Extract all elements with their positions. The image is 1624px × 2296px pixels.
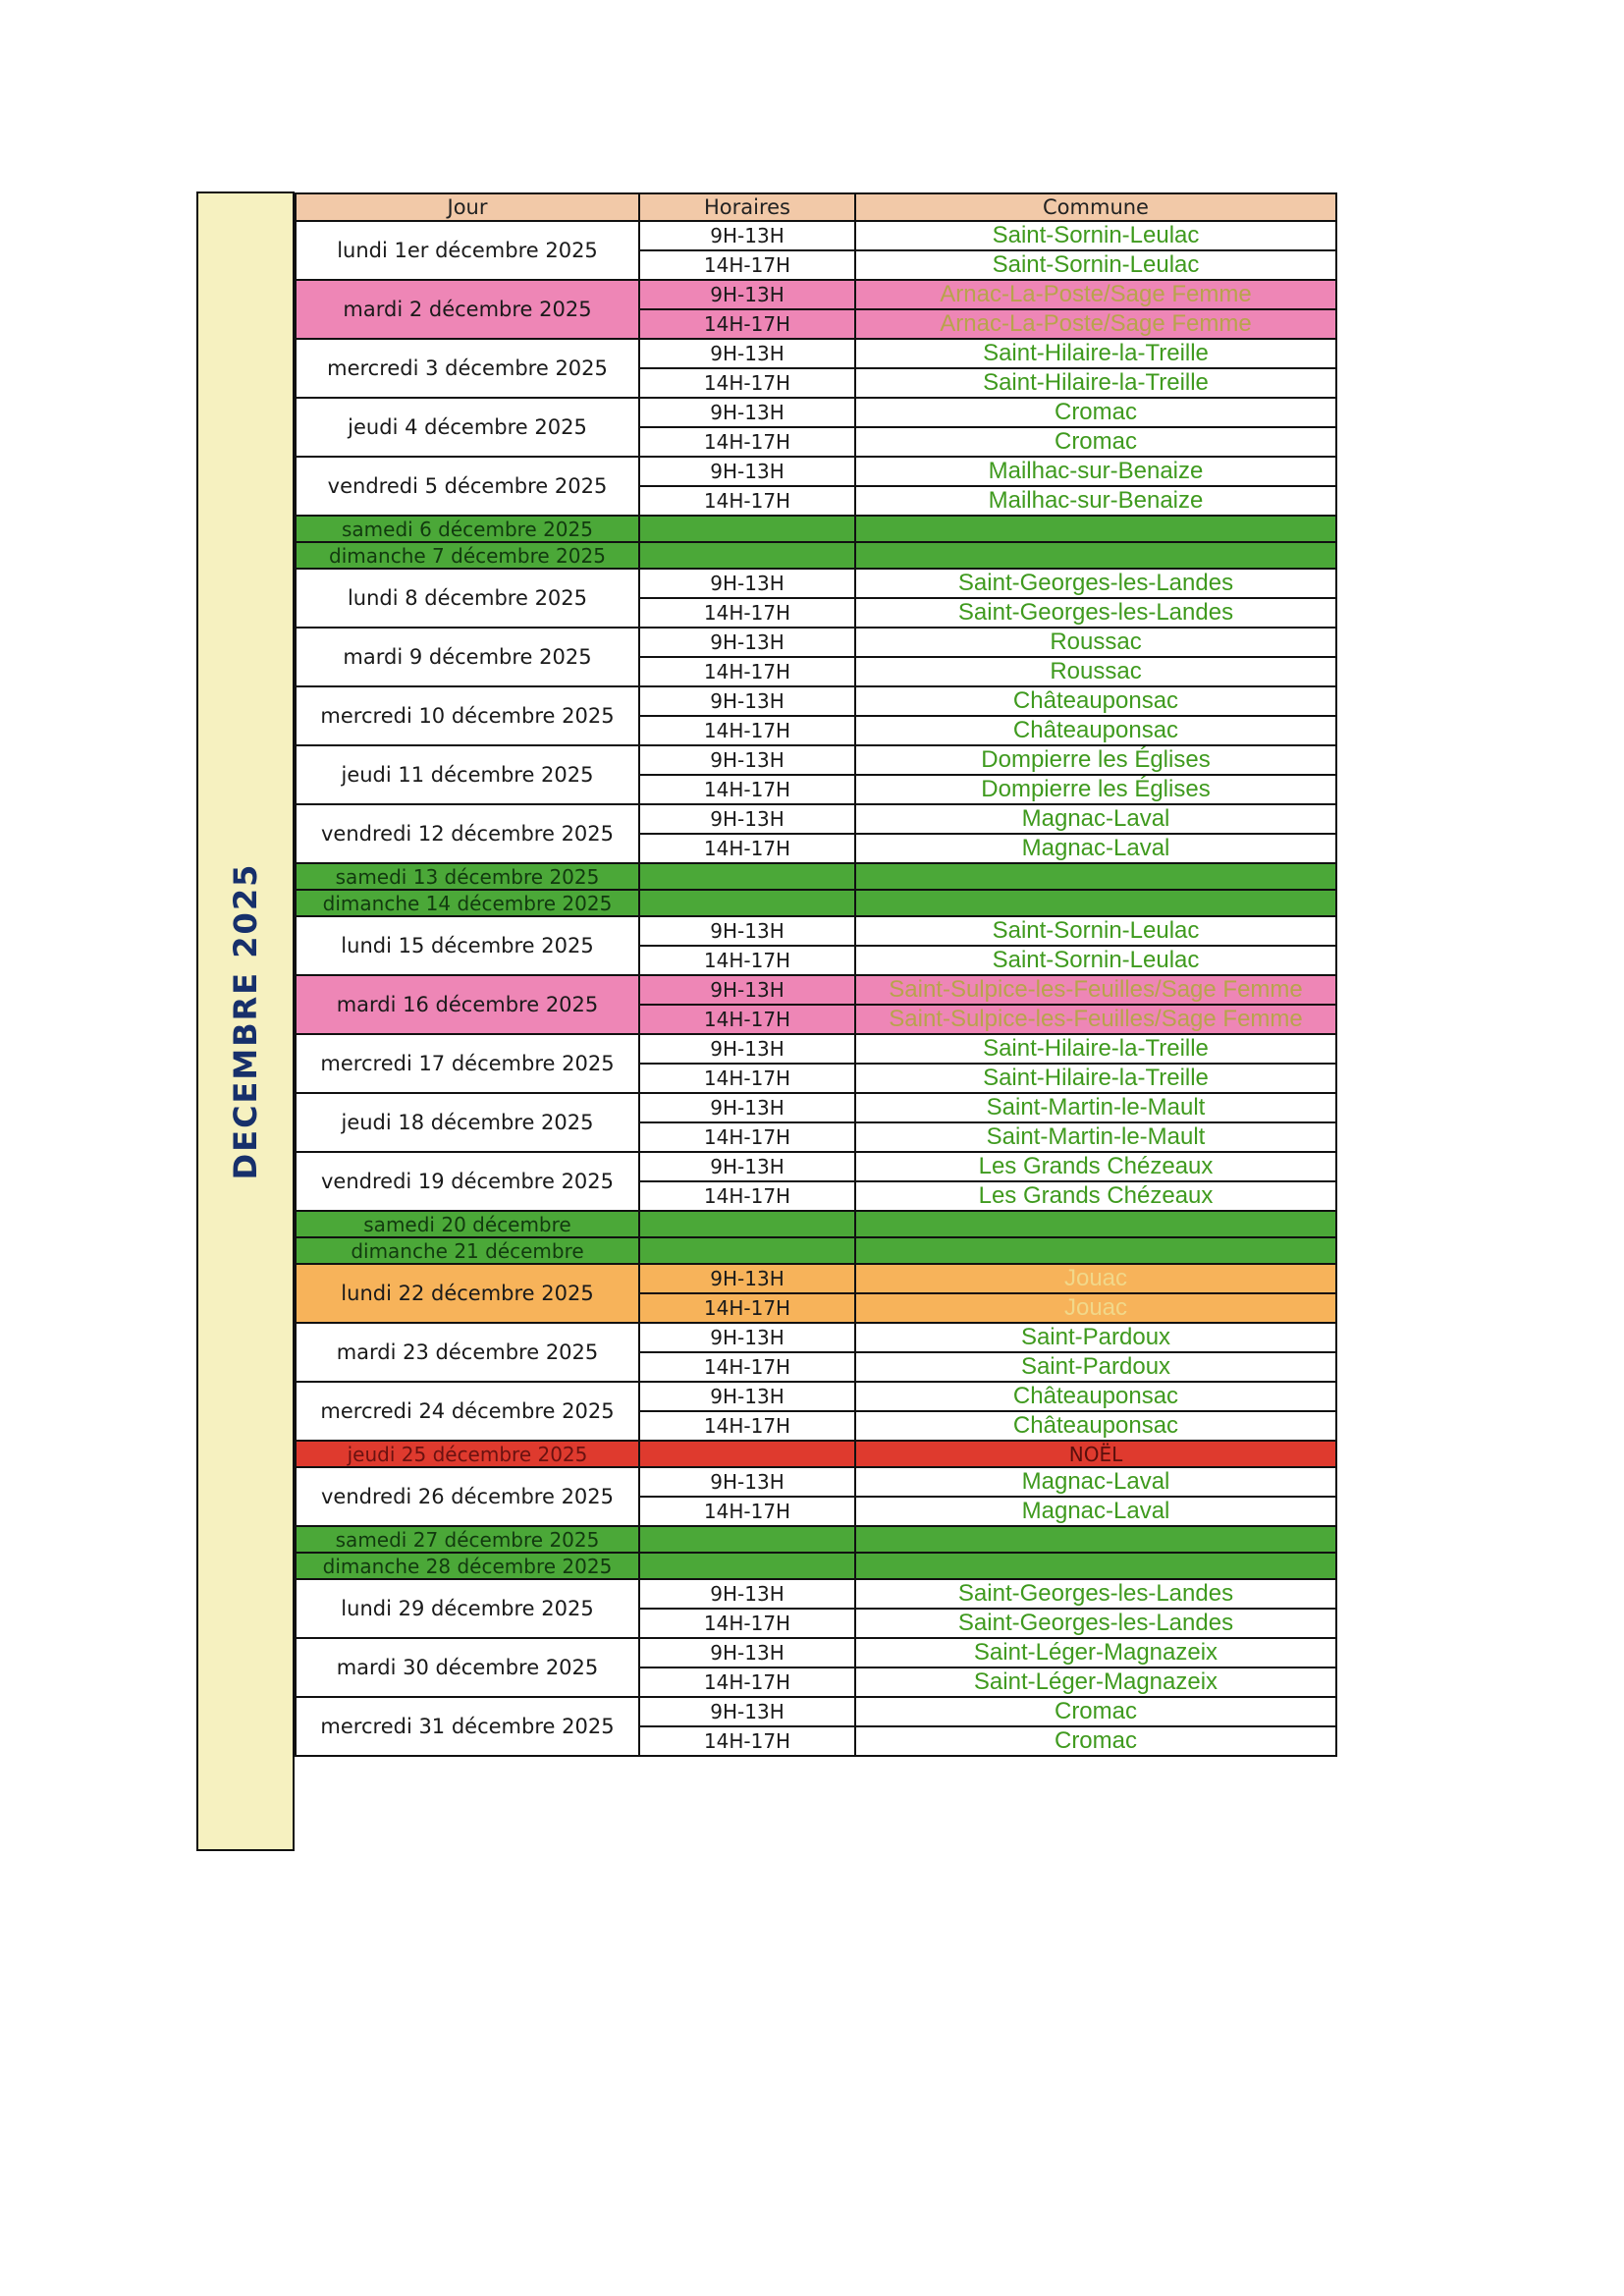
commune-cell: Châteauponsac [855,1411,1336,1441]
commune-cell: Saint-Sornin-Leulac [855,250,1336,280]
schedule-row [296,1093,1336,1122]
time-slot-cell: 9H-13H [639,628,855,657]
day-cell: jeudi 4 décembre 2025 [296,398,639,457]
day-cell: dimanche 7 décembre 2025 [296,542,639,569]
time-slot-cell: 9H-13H [639,1093,855,1122]
schedule-row [296,975,1336,1005]
commune-cell: Châteauponsac [855,716,1336,745]
time-slot-cell: 9H-13H [639,745,855,775]
day-cell: mardi 2 décembre 2025 [296,280,639,339]
time-slot-cell: 9H-13H [639,975,855,1005]
weekend-row [296,863,1336,890]
time-slot-cell: 14H-17H [639,1005,855,1034]
time-slot-cell [639,1553,855,1579]
schedule-row [296,280,1336,309]
commune-cell: Roussac [855,657,1336,686]
time-slot-cell: 14H-17H [639,598,855,628]
time-slot-cell: 9H-13H [639,1638,855,1667]
weekend-row [296,516,1336,542]
weekend-row [296,1237,1336,1264]
time-slot-cell [639,1526,855,1553]
commune-cell: Roussac [855,628,1336,657]
time-slot-cell: 9H-13H [639,569,855,598]
commune-cell: Cromac [855,1726,1336,1756]
time-slot-cell [639,542,855,569]
schedule-row [296,1034,1336,1064]
day-cell: dimanche 28 décembre 2025 [296,1553,639,1579]
commune-cell [855,863,1336,890]
commune-cell: Saint-Hilaire-la-Treille [855,368,1336,398]
time-slot-cell: 9H-13H [639,916,855,946]
commune-cell: Saint-Martin-le-Mault [855,1093,1336,1122]
time-slot-cell: 14H-17H [639,486,855,516]
col-header-horaires: Horaires [639,193,855,221]
commune-cell [855,542,1336,569]
commune-cell: Saint-Martin-le-Mault [855,1122,1336,1152]
day-cell: mercredi 17 décembre 2025 [296,1034,639,1093]
commune-cell: Mailhac-sur-Benaize [855,457,1336,486]
day-cell: jeudi 25 décembre 2025 [296,1441,639,1467]
month-label: DECEMBRE 2025 [227,862,264,1180]
day-cell: mercredi 10 décembre 2025 [296,686,639,745]
commune-cell: Cromac [855,398,1336,427]
day-cell: jeudi 11 décembre 2025 [296,745,639,804]
time-slot-cell [639,516,855,542]
day-cell: lundi 22 décembre 2025 [296,1264,639,1323]
col-header-commune: Commune [855,193,1336,221]
schedule-row [296,1697,1336,1726]
day-cell: mardi 30 décembre 2025 [296,1638,639,1697]
commune-cell: Châteauponsac [855,686,1336,716]
commune-cell: Cromac [855,427,1336,457]
time-slot-cell: 14H-17H [639,1411,855,1441]
time-slot-cell: 14H-17H [639,657,855,686]
commune-cell [855,1553,1336,1579]
time-slot-cell: 14H-17H [639,1064,855,1093]
weekend-row [296,1553,1336,1579]
schedule-row [296,628,1336,657]
time-slot-cell: 14H-17H [639,946,855,975]
time-slot-cell: 9H-13H [639,280,855,309]
weekend-row [296,890,1336,916]
day-cell: vendredi 19 décembre 2025 [296,1152,639,1211]
day-cell: mercredi 3 décembre 2025 [296,339,639,398]
time-slot-cell: 14H-17H [639,1181,855,1211]
commune-cell [855,516,1336,542]
day-cell: mercredi 31 décembre 2025 [296,1697,639,1756]
commune-cell: Magnac-Laval [855,804,1336,834]
commune-cell: Saint-Léger-Magnazeix [855,1638,1336,1667]
day-cell: mardi 23 décembre 2025 [296,1323,639,1382]
weekend-row [296,1211,1336,1237]
commune-cell: Saint-Hilaire-la-Treille [855,1064,1336,1093]
schedule-row [296,1382,1336,1411]
time-slot-cell [639,1211,855,1237]
time-slot-cell: 9H-13H [639,1034,855,1064]
day-cell: lundi 29 décembre 2025 [296,1579,639,1638]
schedule-row [296,569,1336,598]
time-slot-cell: 14H-17H [639,250,855,280]
weekend-row [296,1526,1336,1553]
time-slot-cell: 14H-17H [639,834,855,863]
header-row [296,193,1336,221]
schedule-row [296,1638,1336,1667]
commune-cell [855,1211,1336,1237]
commune-cell: Saint-Léger-Magnazeix [855,1667,1336,1697]
commune-cell: Saint-Sulpice-les-Feuilles/Sage Femme [855,1005,1336,1034]
commune-cell [855,890,1336,916]
time-slot-cell: 9H-13H [639,804,855,834]
commune-cell: Jouac [855,1264,1336,1293]
holiday-note-cell: NOËL [855,1441,1336,1467]
commune-cell: Dompierre les Églises [855,745,1336,775]
schedule-row [296,1152,1336,1181]
day-cell: vendredi 5 décembre 2025 [296,457,639,516]
schedule-row [296,221,1336,250]
time-slot-cell: 14H-17H [639,775,855,804]
schedule-body [296,221,1336,1756]
commune-cell: Saint-Georges-les-Landes [855,569,1336,598]
commune-cell: Saint-Hilaire-la-Treille [855,339,1336,368]
schedule-row [296,745,1336,775]
schedule-table [295,192,1337,1757]
time-slot-cell: 14H-17H [639,1122,855,1152]
time-slot-cell: 9H-13H [639,1323,855,1352]
time-slot-cell [639,890,855,916]
day-cell: mardi 16 décembre 2025 [296,975,639,1034]
commune-cell: Les Grands Chézeaux [855,1152,1336,1181]
time-slot-cell: 14H-17H [639,1497,855,1526]
time-slot-cell: 9H-13H [639,1382,855,1411]
commune-cell: Saint-Pardoux [855,1352,1336,1382]
commune-cell: Dompierre les Églises [855,775,1336,804]
commune-cell [855,1526,1336,1553]
schedule-row [296,916,1336,946]
time-slot-cell [639,863,855,890]
commune-cell: Saint-Sulpice-les-Feuilles/Sage Femme [855,975,1336,1005]
time-slot-cell: 9H-13H [639,1579,855,1609]
time-slot-cell: 14H-17H [639,309,855,339]
day-cell: samedi 13 décembre 2025 [296,863,639,890]
day-cell: dimanche 14 décembre 2025 [296,890,639,916]
time-slot-cell: 14H-17H [639,716,855,745]
day-cell: dimanche 21 décembre [296,1237,639,1264]
day-cell: vendredi 12 décembre 2025 [296,804,639,863]
day-cell: mardi 9 décembre 2025 [296,628,639,686]
schedule-row [296,686,1336,716]
day-cell: lundi 15 décembre 2025 [296,916,639,975]
day-cell: lundi 1er décembre 2025 [296,221,639,280]
weekend-row [296,542,1336,569]
time-slot-cell: 9H-13H [639,1152,855,1181]
commune-cell: Les Grands Chézeaux [855,1181,1336,1211]
commune-cell: Cromac [855,1697,1336,1726]
commune-cell: Jouac [855,1293,1336,1323]
day-cell: samedi 20 décembre [296,1211,639,1237]
schedule-row [296,804,1336,834]
commune-cell: Saint-Sornin-Leulac [855,946,1336,975]
time-slot-cell: 9H-13H [639,686,855,716]
commune-cell: Saint-Georges-les-Landes [855,1609,1336,1638]
schedule-row [296,1467,1336,1497]
time-slot-cell: 9H-13H [639,339,855,368]
day-cell: samedi 27 décembre 2025 [296,1526,639,1553]
col-header-jour: Jour [296,193,639,221]
time-slot-cell: 14H-17H [639,1726,855,1756]
day-cell: mercredi 24 décembre 2025 [296,1382,639,1441]
time-slot-cell: 14H-17H [639,1667,855,1697]
time-slot-cell: 9H-13H [639,457,855,486]
month-band [196,191,295,1851]
time-slot-cell: 14H-17H [639,368,855,398]
schedule-row [296,1264,1336,1293]
time-slot-cell: 14H-17H [639,1352,855,1382]
schedule-row [296,1579,1336,1609]
time-slot-cell [639,1237,855,1264]
time-slot-cell: 9H-13H [639,1697,855,1726]
commune-cell: Magnac-Laval [855,1497,1336,1526]
time-slot-cell: 9H-13H [639,398,855,427]
schedule-row [296,457,1336,486]
day-cell: lundi 8 décembre 2025 [296,569,639,628]
schedule-row [296,398,1336,427]
time-slot-cell [639,1441,855,1467]
schedule-row [296,1323,1336,1352]
day-cell: samedi 6 décembre 2025 [296,516,639,542]
commune-cell: Châteauponsac [855,1382,1336,1411]
time-slot-cell: 14H-17H [639,427,855,457]
holiday-row [296,1441,1336,1467]
time-slot-cell: 9H-13H [639,1467,855,1497]
commune-cell: Saint-Hilaire-la-Treille [855,1034,1336,1064]
commune-cell: Saint-Pardoux [855,1323,1336,1352]
time-slot-cell: 14H-17H [639,1293,855,1323]
commune-cell: Mailhac-sur-Benaize [855,486,1336,516]
time-slot-cell: 14H-17H [639,1609,855,1638]
commune-cell: Saint-Georges-les-Landes [855,598,1336,628]
commune-cell: Arnac-La-Poste/Sage Femme [855,309,1336,339]
schedule-row [296,339,1336,368]
commune-cell: Magnac-Laval [855,834,1336,863]
commune-cell: Arnac-La-Poste/Sage Femme [855,280,1336,309]
commune-cell [855,1237,1336,1264]
day-cell: vendredi 26 décembre 2025 [296,1467,639,1526]
time-slot-cell: 9H-13H [639,1264,855,1293]
commune-cell: Saint-Sornin-Leulac [855,916,1336,946]
commune-cell: Saint-Sornin-Leulac [855,221,1336,250]
time-slot-cell: 9H-13H [639,221,855,250]
commune-cell: Magnac-Laval [855,1467,1336,1497]
day-cell: jeudi 18 décembre 2025 [296,1093,639,1152]
commune-cell: Saint-Georges-les-Landes [855,1579,1336,1609]
